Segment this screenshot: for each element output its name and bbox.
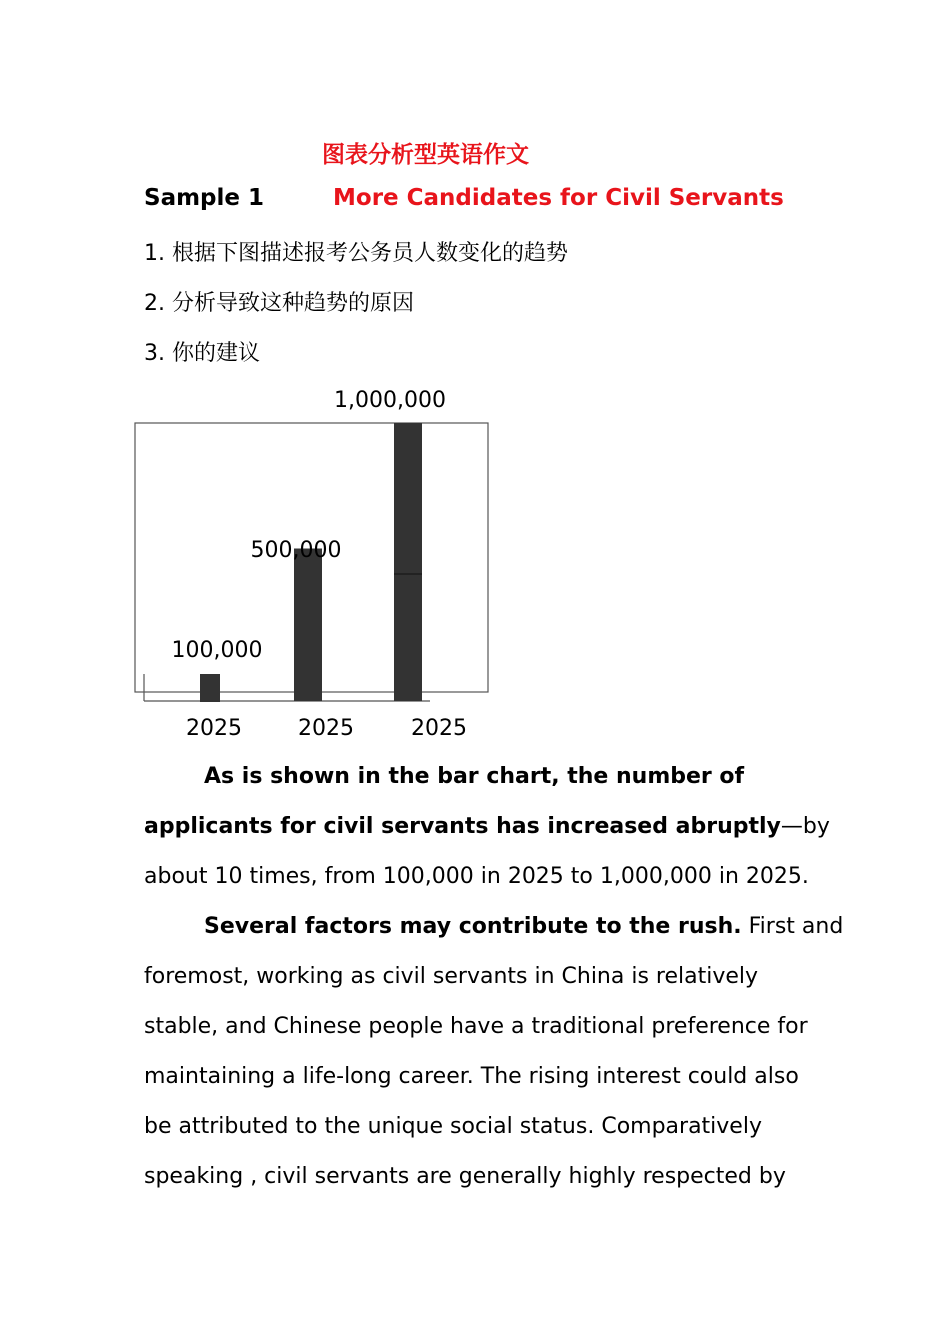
paragraph-2 — [144, 902, 844, 1202]
paragraph-line: foremost, working as civil servants in China is relatively — [144, 964, 759, 989]
requirement-1: 1. 根据下图描述报考公务员人数变化的趋势 — [144, 241, 568, 266]
bar-base-3 — [394, 674, 422, 701]
data-label: 500,000 — [250, 538, 342, 563]
bar-1 — [200, 674, 220, 702]
paragraph-line: stable, and Chinese people have a traditional preference for — [144, 1014, 808, 1039]
bar-3 — [394, 423, 422, 674]
paragraph-line: applicants for civil servants has increased abruptly—by — [144, 814, 830, 839]
bar-2 — [294, 549, 322, 675]
bar-base-2 — [294, 674, 322, 701]
paragraph-line: As is shown in the bar chart, the number of — [204, 764, 745, 789]
paragraph-line: speaking , civil servants are generally highly respected by — [144, 1164, 786, 1189]
data-label: 1,000,000 — [334, 388, 446, 413]
requirement-3: 3. 你的建议 — [144, 341, 260, 366]
sample-title: More Candidates for Civil Servants — [333, 185, 784, 211]
sample-label: Sample 1 — [144, 185, 265, 211]
data-label: 100,000 — [171, 638, 263, 663]
document-title: 图表分析型英语作文 — [322, 142, 529, 168]
paragraph-line: maintaining a life-long career. The rising interest could also — [144, 1064, 799, 1089]
paragraph-line: about 10 times, from 100,000 in 2025 to 1,000,000 in 2025. — [144, 864, 809, 889]
x-tick-label: 2025 — [186, 716, 242, 741]
paragraph-1 — [144, 752, 844, 902]
paragraph-line: Several factors may contribute to the rush. First and — [204, 914, 844, 939]
bar-chart — [130, 380, 500, 750]
requirement-2: 2. 分析导致这种趋势的原因 — [144, 291, 414, 316]
paragraph-line: be attributed to the unique social status. Comparatively — [144, 1114, 762, 1139]
x-tick-label: 2025 — [298, 716, 354, 741]
x-tick-label: 2025 — [411, 716, 467, 741]
